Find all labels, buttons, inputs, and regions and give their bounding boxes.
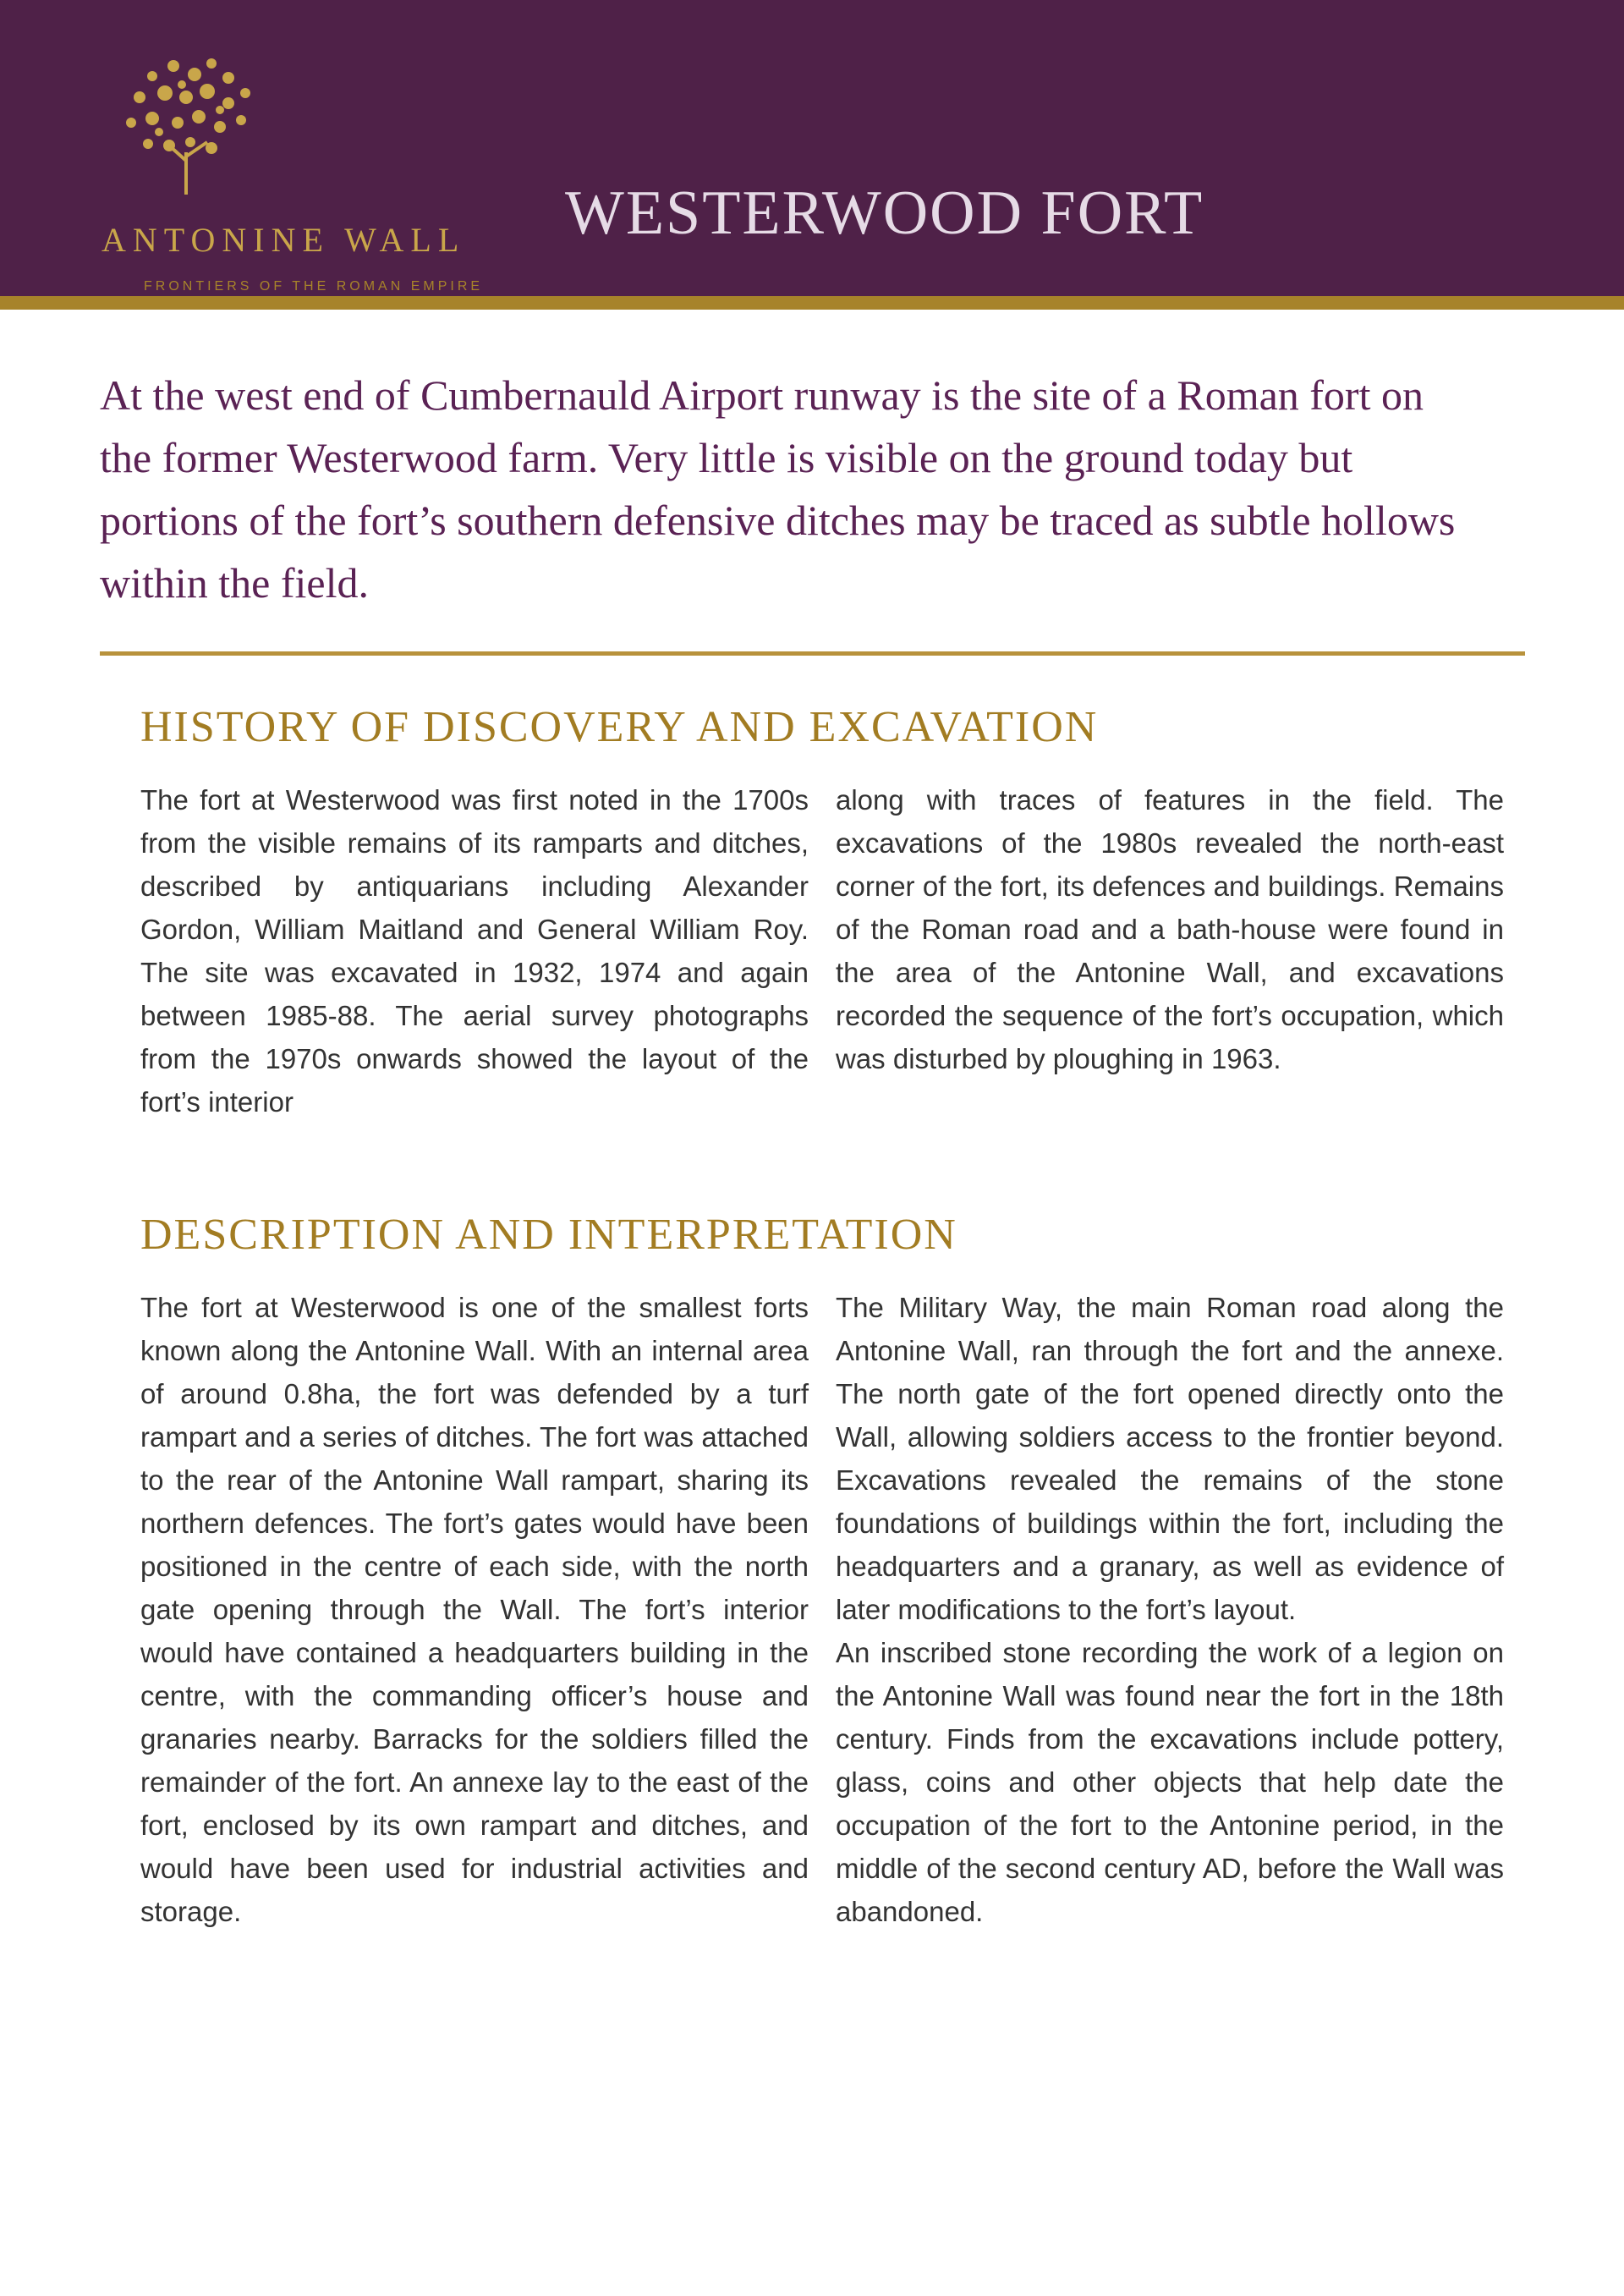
logo-name: ANTONINE WALL bbox=[102, 221, 466, 259]
description-text-left: The fort at Westerwood is one of the smallest forts known along the Antonine Wall. With an internal area of around 0.8ha, the fort was defended by a turf rampart and a series of ditches. The fort was attached to the rear of the Antonine Wall rampart, sharing its northern defences. The fort’s gates would have been positioned in the centre of each side, with the north gate opening through the Wall. The fort’s interior would have contained a headquarters building in the centre, with the commanding officer’s house and granaries nearby. Barracks for the soldiers filled the remainder of the fort. An annexe lay to the east of the fort, enclosed by its own rampart and ditches, and would have been used for industrial activities and storage. bbox=[140, 1292, 809, 1927]
antonine-wall-logo[interactable] bbox=[85, 51, 524, 294]
logo-tagline: FRONTIERS OF THE ROMAN EMPIRE bbox=[144, 279, 484, 294]
description-text-right: The Military Way, the main Roman road along the Antonine Wall, ran through the fort and the annexe. The north gate of the fort opened directly onto the Wall, allowing soldiers access to the frontier beyond. Excavations revealed the remains of the stone foundations of buildings within the fort, including the headquarters and a granary, as well as evidence of later modifications to the fort’s layout. An inscribed stone recording the work of a legion on the Antonine Wall was found near the fort in the 18th century. Finds from the excavations include pottery, glass, coins and other objects that help date the occupation of the fort to the Antonine period, in the middle of the second century AD, before the Wall was abandoned. bbox=[836, 1292, 1504, 1927]
section-divider bbox=[100, 651, 1525, 656]
history-text-left: The fort at Westerwood was first noted in the 1700s from the visible remains of its ramparts and ditches, described by antiquarians including Alexander Gordon, William Maitland and General William Roy. The site was excavated in 1932, 1974 and again between 1985-88. The aerial survey photographs from the 1970s onwards showed the layout of the fort’s interior bbox=[140, 784, 809, 1118]
description-column-right bbox=[836, 1286, 1504, 1955]
history-column-left bbox=[140, 778, 809, 1145]
tree-emblem-icon bbox=[102, 51, 296, 195]
page-title: WESTERWOOD FORT bbox=[565, 179, 1204, 248]
description-column-left bbox=[140, 1286, 809, 1955]
section-heading-description: DESCRIPTION AND INTERPRETATION bbox=[140, 1211, 957, 1259]
header-gold-rule bbox=[0, 296, 1624, 310]
section-heading-history: HISTORY OF DISCOVERY AND EXCAVATION bbox=[140, 703, 1099, 751]
history-text-right: along with traces of features in the field. The excavations of the 1980s revealed the north-east corner of the fort, its defences and buildings. Remains of the Roman road and a bath-house were found in the area of the Antonine Wall, and excavations recorded the sequence of the fort’s occupation, which was disturbed by ploughing in 1963. bbox=[836, 784, 1504, 1074]
history-column-right bbox=[836, 778, 1504, 1102]
header-band bbox=[0, 0, 1624, 296]
intro-paragraph: At the west end of Cumbernauld Airport runway is the site of a Roman fort on the former Westerwood farm. Very little is visible on the ground today but portions of the fort’s southern defensive ditches may be traced as subtle hollows within the field. bbox=[100, 371, 1456, 607]
